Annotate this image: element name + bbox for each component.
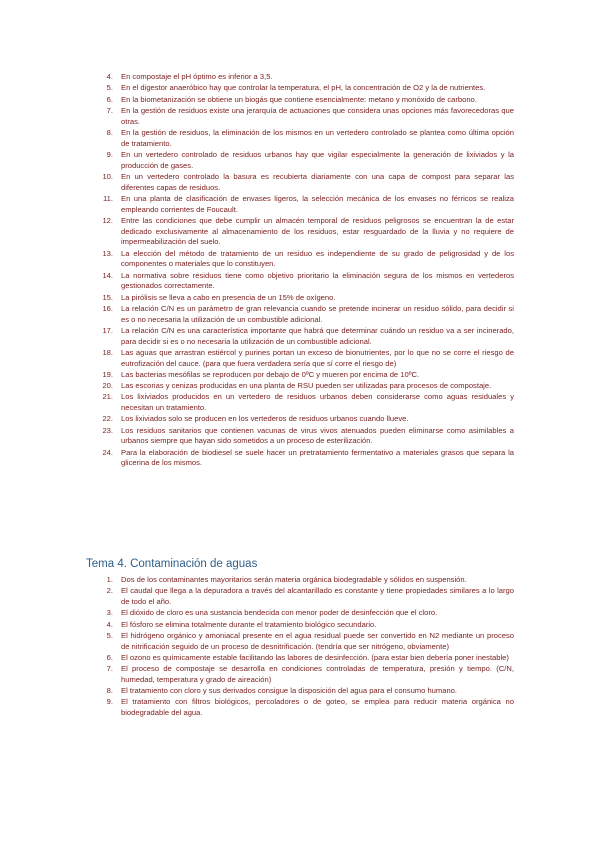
list-item [0, 697, 599, 718]
item-text: Las escorias y cenizas producidas en una planta de RSU pueden ser utilizadas para procesos de compostaje. [121, 381, 492, 391]
list-item [0, 392, 599, 413]
item-number: 9. [106, 149, 113, 159]
item-text: Las bacterias mesófilas se reproducen por debajo de 0ºC y mueren por encima de 10ºC. [121, 369, 420, 379]
list-item [0, 216, 599, 248]
item-text: En una planta de clasificación de envases ligeros, la selección mecánica de los envases no férricos se realiza empleando corrientes de Foucault. [121, 193, 514, 214]
item-number: 10. [102, 171, 113, 181]
item-number: 4. [106, 72, 113, 81]
item-number: 12. [102, 215, 113, 225]
item-number: 7. [106, 664, 113, 674]
list-item [0, 348, 599, 369]
item-text: En compostaje el pH óptimo es inferior a 3,5. [121, 72, 273, 81]
list-item [0, 664, 599, 685]
item-text: El hidrógeno orgánico y amoniacal presente en el agua residual puede ser convertido en N2 mediante un proceso de nitrificación seguido de un proceso de desnitrificación. (tendría que ser nitrógeno, obviamente) [121, 630, 514, 651]
item-number: 11. [103, 193, 113, 203]
item-number: 24. [102, 447, 113, 457]
item-text: El fósforo se elimina totalmente durante el tratamiento biológico secundario. [121, 619, 377, 629]
list-item [0, 608, 599, 619]
list-item [0, 426, 599, 447]
item-number: 4. [106, 619, 113, 629]
list-item [0, 326, 599, 347]
item-text: La elección del método de tratamiento de un residuo es independiente de su grado de peligrosidad y de los componentes o materiales que lo constituyen. [121, 248, 514, 269]
item-number: 16. [102, 303, 113, 313]
item-text: Dos de los contaminantes mayoritarios serán materia orgánica biodegradable y sólidos en suspensión. [121, 575, 467, 584]
item-text: La normativa sobre residuos tiene como objetivo prioritario la eliminación segura de los mismos en vertederos gestionados correctamente. [121, 270, 514, 291]
list-item [0, 83, 599, 94]
item-text: En la biometanización se obtiene un biogás que contiene esencialmente: metano y monóxido de carbono. [121, 94, 477, 104]
item-number: 14. [102, 270, 113, 280]
statement-list-tema-3 [0, 72, 599, 470]
item-text: El tratamiento con filtros biológicos, percoladores o de goteo, se emplea para reducir materia orgánica no biodegradable del agua. [121, 697, 514, 718]
list-item [0, 128, 599, 149]
statement-list-tema-4 [0, 575, 599, 719]
item-text: Para la elaboración de biodiesel se suele hacer un pretratamiento fermentativo a materiales grasos que separa la glicerina de los mismos. [121, 447, 514, 468]
list-item [0, 304, 599, 325]
item-number: 23. [102, 425, 113, 435]
item-number: 20. [102, 381, 113, 391]
list-item [0, 150, 599, 171]
list-item [0, 653, 599, 664]
item-number: 5. [106, 630, 113, 640]
item-number: 13. [102, 248, 113, 258]
list-item [0, 293, 599, 304]
item-text: Los lixiviados producidos en un vertedero de residuos urbanos deben considerarse como aguas residuales y necesitan un tratamiento. [121, 392, 514, 413]
item-number: 5. [106, 83, 113, 93]
item-text: La pirólisis se lleva a cabo en presencia de un 15% de oxígeno. [121, 292, 336, 302]
item-number: 6. [106, 652, 113, 662]
item-text: El proceso de compostaje se desarrolla en condiciones controladas de temperatura, presión y tiempo. (C/N, humedad, temperatura y grado de aireación) [121, 664, 514, 684]
section-heading: Tema 4. Contaminación de aguas [86, 558, 258, 570]
item-number: 22. [102, 414, 113, 424]
item-text: Las aguas que arrastran estiércol y purines portan un exceso de bionutrientes, por lo que no se corre el riesgo de eutrofización del cauce. (para que fuera verdadera sería que sí corre el riesgo de) [121, 347, 514, 368]
item-text: En el digestor anaeróbico hay que controlar la temperatura, el pH, la concentración de O2 y la de nutrientes. [121, 83, 486, 93]
item-text: En un vertedero controlado la basura es recubierta diariamente con una capa de compost para separar las diferentes capas de residuos. [121, 171, 514, 192]
item-number: 8. [106, 127, 113, 137]
item-text: En la gestión de residuos existe una jerarquía de actuaciones que considera unas opciones más favorecedoras que otras. [121, 105, 514, 126]
item-number: 19. [102, 369, 113, 379]
item-number: 8. [106, 686, 113, 696]
list-item [0, 414, 599, 425]
item-text: Los residuos sanitarios que contienen vacunas de virus vivos atenuados pueden eliminarse como asimilables a urbanos siempre que hayan sido sometidos a un proceso de esterilización. [121, 425, 514, 446]
list-item [0, 106, 599, 127]
item-text: La relación C/N es un parámetro de gran relevancia cuando se pretende incinerar un residuo sólido, para decidir si es o no necesaria la utilización de un combustible adicional. [121, 303, 514, 324]
item-number: 7. [106, 105, 113, 115]
item-number: 3. [106, 608, 113, 618]
list-item [0, 686, 599, 697]
item-text: Entre las condiciones que debe cumplir un almacén temporal de residuos peligrosos se encuentran la de estar dedicado exclusivamente al almacenamiento de los residuos, estar resguardado de la lluvia y no requiere de impermeabilización del suelo. [121, 215, 514, 247]
list-item [0, 631, 599, 652]
list-item [0, 95, 599, 106]
list-item [0, 249, 599, 270]
item-text: La relación C/N es una característica importante que habrá que determinar cuándo un residuo va a ser incinerado, para decidir si es o no necesaria la utilización de un combustible adicional. [121, 325, 514, 346]
item-text: En la gestión de residuos, la eliminación de los mismos en un vertedero controlado se plantea como última opción de tratamiento. [121, 127, 514, 148]
item-number: 21. [102, 392, 113, 402]
list-item [0, 72, 599, 83]
item-text: Los lixiviados solo se producen en los vertederos de residuos urbanos cuando llueve. [121, 414, 409, 424]
list-item [0, 271, 599, 292]
list-item [0, 586, 599, 607]
list-item [0, 620, 599, 631]
item-text: El ozono es químicamente estable facilitando las labores de desinfección. (para estar bien debería poner inestable) [121, 652, 509, 662]
list-item [0, 575, 599, 586]
list-item [0, 370, 599, 381]
item-text: El dióxido de cloro es una sustancia bendecida con menor poder de desinfección que el cloro. [121, 608, 438, 618]
item-text: En un vertedero controlado de residuos urbanos hay que vigilar especialmente la generación de lixiviados y la producción de gases. [121, 149, 514, 170]
list-item [0, 448, 599, 469]
item-number: 18. [102, 347, 113, 357]
list-item [0, 194, 599, 215]
list-item [0, 172, 599, 193]
item-number: 9. [106, 697, 113, 707]
item-number: 2. [106, 586, 113, 596]
item-number: 15. [102, 292, 113, 302]
item-number: 17. [102, 325, 113, 335]
item-number: 6. [106, 94, 113, 104]
item-text: El tratamiento con cloro y sus derivados consigue la disposición del agua para el consumo humano. [121, 686, 458, 696]
list-item [0, 381, 599, 392]
item-number: 1. [106, 575, 113, 584]
item-text: El caudal que llega a la depuradora a través del alcantarillado es constante y tiene propiedades similares a lo largo de todo el año. [121, 586, 514, 606]
